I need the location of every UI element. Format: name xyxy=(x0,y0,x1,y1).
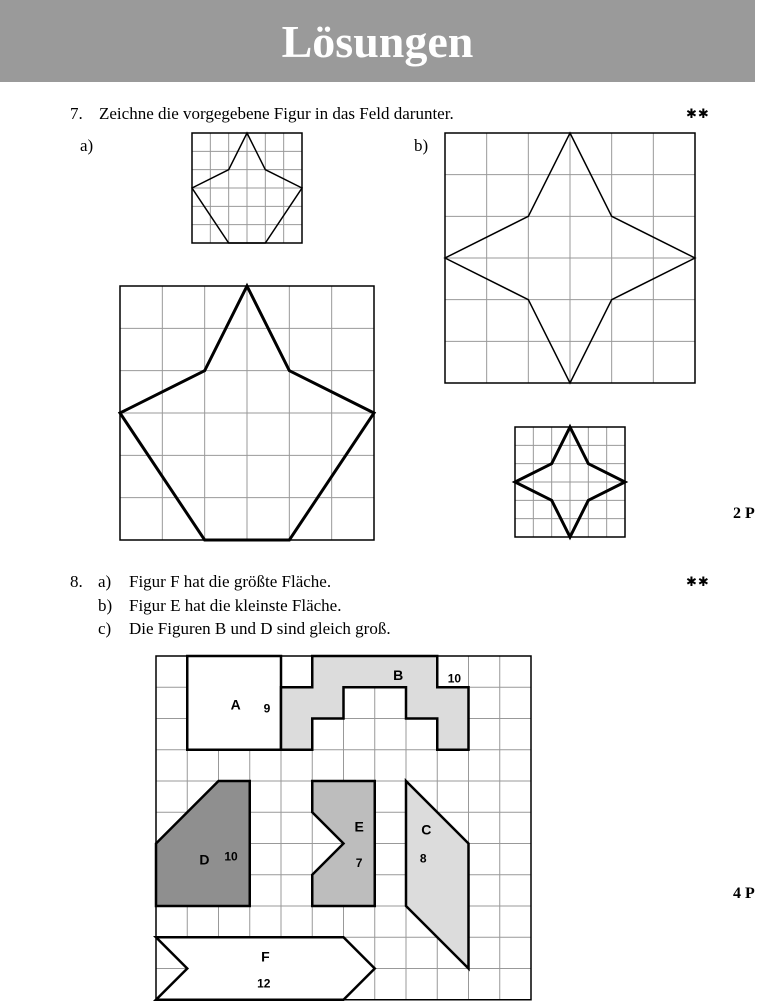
header-banner xyxy=(0,0,755,82)
part-a-label: a) xyxy=(80,136,94,155)
star-template-a xyxy=(192,133,302,243)
figure-label: F xyxy=(261,948,270,965)
answer-a: Figur F hat die größte Fläche. xyxy=(129,572,332,591)
figures-grid xyxy=(156,656,531,1001)
figure-area: 7 xyxy=(355,855,363,870)
figure-label: D xyxy=(199,851,210,868)
answer-b: Figur E hat die kleinste Fläche. xyxy=(129,596,342,615)
answer-a-label: a) xyxy=(98,572,112,591)
figure-label: B xyxy=(393,667,404,684)
figure-D xyxy=(156,781,250,906)
figure-area: 10 xyxy=(447,671,462,686)
task8-points: 4 P xyxy=(733,885,755,902)
task7-instruction: Zeichne die vorgegebene Figur in das Feld darunter. xyxy=(99,104,454,123)
difficulty-stars: ✱✱ xyxy=(686,107,710,122)
star-drawing-b xyxy=(515,427,625,537)
figure-label: C xyxy=(421,821,432,838)
part-b-label: b) xyxy=(414,136,429,155)
figure-area: 12 xyxy=(257,976,271,991)
figure-label: A xyxy=(230,696,241,713)
answer-c: Die Figuren B und D sind gleich groß. xyxy=(129,619,391,638)
star-drawing-a xyxy=(120,286,374,540)
star-template-b xyxy=(445,133,695,383)
task7-points: 2 P xyxy=(733,505,755,522)
answer-b-label: b) xyxy=(98,596,113,615)
figure-area: 8 xyxy=(419,851,427,866)
answer-c-label: c) xyxy=(98,619,112,638)
difficulty-stars: ✱✱ xyxy=(686,575,710,590)
figure-area: 10 xyxy=(224,849,238,864)
figure-label: E xyxy=(354,818,364,835)
task8-number: 8. xyxy=(70,572,83,591)
figure-area: 9 xyxy=(263,701,271,716)
figure-F xyxy=(156,937,375,1000)
task7-number: 7. xyxy=(70,104,83,123)
page-title: Lösungen xyxy=(281,16,474,67)
